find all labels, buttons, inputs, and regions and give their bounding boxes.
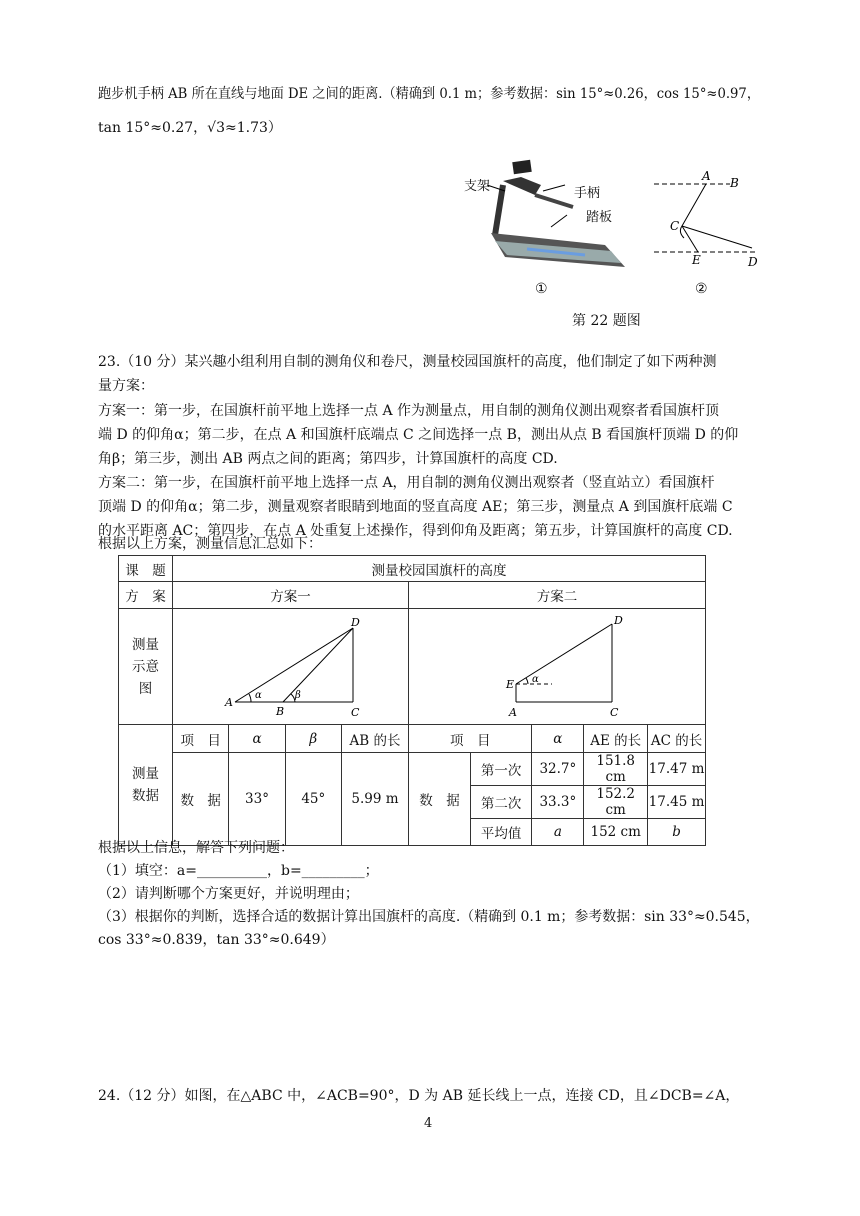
p2-row-1-alpha: 32.7° (532, 753, 584, 786)
label-handle: 手柄 (574, 186, 601, 201)
geometry-figure-2 (640, 168, 770, 273)
q23-after-4: （3）根据你的判断，选择合适的数据计算出国旗杆的高度.（精确到 0.1 m；参考数据：sin 33°≈0.545， (98, 909, 760, 925)
fig2-label-d: D (748, 255, 758, 269)
q23-line-8: 的水平距离 AC；第四步，在点 A 处重复上述操作，得到仰角及距离；第五步，计算国旗杆的高度 CD. (98, 523, 733, 539)
plan-2-diagram (412, 610, 702, 720)
q23-after-5: cos 33°≈0.839，tan 33°≈0.649） (98, 932, 335, 948)
plan-1-diagram-cell (173, 609, 409, 725)
diagram-label-cell: 测量示意图 (119, 609, 173, 725)
p1-value-alpha: 33° (229, 753, 285, 846)
data-label-cell: 测量数据 (119, 725, 173, 846)
plan-label-cell: 方 案 (119, 582, 173, 609)
p2-row-3-alpha: a (532, 819, 584, 846)
p1-value-beta: 45° (285, 753, 341, 846)
p2-data-label: 数 据 (409, 753, 471, 846)
figure-1-number: ① (535, 281, 548, 297)
p2-row-1-ae: 151.8 cm (584, 753, 648, 786)
topic-label-cell: 课 题 (119, 556, 173, 582)
q23-line-9: 根据以上方案，测量信息汇总如下： (98, 536, 322, 552)
plan-2-header: 方案二 (409, 582, 706, 609)
p2-header-ac: AC 的长 (648, 725, 706, 753)
p2-row-2-alpha: 33.3° (532, 786, 584, 819)
d1-label-a: A (224, 695, 233, 709)
p2-header-alpha: α (532, 725, 584, 753)
p1-header-ab: AB 的长 (341, 725, 408, 753)
p2-row-3-ac: b (648, 819, 706, 846)
q23-after-3: （2）请判断哪个方案更好，并说明理由； (98, 886, 359, 902)
fig2-label-e: E (692, 253, 701, 267)
plan-1-diagram (181, 610, 401, 720)
page-number: 4 (424, 1116, 433, 1131)
q22-text-line-2: tan 15°≈0.27，√3≈1.73） (98, 120, 282, 136)
d2-label-e: E (506, 677, 515, 691)
p1-data-label: 数 据 (173, 753, 229, 846)
d2-label-a: A (509, 705, 517, 719)
measurement-table (118, 555, 706, 846)
topic-cell: 测量校园国旗杆的高度 (173, 556, 706, 582)
d1-label-beta: β (294, 689, 301, 701)
q23-line-6: 方案二：第一步，在国旗杆前平地上选择一点 A，用自制的测角仪测出观察者（竖直站立）看国旗杆 (98, 475, 715, 491)
q23-after-2: （1）填空：a=__________，b=_________； (98, 863, 379, 879)
q22-text-line-1: 跑步机手柄 AB 所在直线与地面 DE 之间的距离.（精确到 0.1 m；参考数据：sin 15°≈0.26，cos 15°≈0.97， (98, 86, 760, 102)
q23-line-5: 角β；第三步，测出 AB 两点之间的距离；第四步，计算国旗杆的高度 CD. (98, 451, 558, 467)
p2-header-ae: AE 的长 (584, 725, 648, 753)
plan-1-header: 方案一 (173, 582, 409, 609)
q23-line-3: 方案一：第一步，在国旗杆前平地上选择一点 A 作为测量点，用自制的测角仪测出观察者看国旗杆顶 (98, 403, 720, 419)
p2-row-2-ac: 17.45 m (648, 786, 706, 819)
d2-label-alpha: α (532, 673, 539, 685)
figure-2-number: ② (695, 281, 708, 297)
q23-after-1: 根据以上信息，解答下列问题： (98, 840, 294, 856)
q23-line-1: 23.（10 分）某兴趣小组利用自制的测角仪和卷尺，测量校园国旗杆的高度，他们制定了如下两种测 (98, 354, 717, 370)
d1-label-d: D (350, 615, 360, 629)
d2-label-c: C (610, 705, 619, 719)
d1-label-alpha: α (254, 689, 262, 701)
p2-row-2-name: 第二次 (470, 786, 532, 819)
p1-item-label: 项 目 (173, 725, 229, 753)
fig2-label-a: A (702, 169, 711, 183)
p2-row-1-name: 第一次 (470, 753, 532, 786)
q23-line-2: 量方案： (98, 378, 154, 394)
p1-value-ab: 5.99 m (341, 753, 408, 846)
figure-caption: 第 22 题图 (572, 313, 641, 329)
p2-row-3-ae: 152 cm (584, 819, 648, 846)
p2-item-label: 项 目 (409, 725, 532, 753)
p2-row-2-ae: 152.2 cm (584, 786, 648, 819)
q23-line-7: 顶端 D 的仰角α；第二步，测量观察者眼睛到地面的竖直高度 AE；第三步，测量点 A 到国旗杆底端 C (98, 499, 733, 515)
plan-2-diagram-cell (409, 609, 706, 725)
p1-header-alpha: α (229, 725, 285, 753)
fig2-label-b: B (730, 176, 739, 190)
q24-line: 24.（12 分）如图，在△ABC 中，∠ACB=90°，D 为 AB 延长线上一点，连接 CD，且∠DCB=∠A， (98, 1088, 740, 1104)
d1-label-b: B (275, 704, 284, 718)
fig2-label-c: C (670, 219, 680, 233)
d1-label-c: C (350, 705, 359, 719)
d2-label-d: D (614, 613, 623, 627)
p2-row-3-name: 平均值 (470, 819, 532, 846)
label-support: 支架 (464, 179, 491, 194)
p1-header-beta: β (285, 725, 341, 753)
label-board: 踏板 (586, 210, 613, 225)
p2-row-1-ac: 17.47 m (648, 753, 706, 786)
q23-line-4: 端 D 的仰角α；第二步，在点 A 和国旗杆底端点 C 之间选择一点 B，测出从点 B 看国旗杆顶端 D 的仰 (98, 427, 739, 443)
